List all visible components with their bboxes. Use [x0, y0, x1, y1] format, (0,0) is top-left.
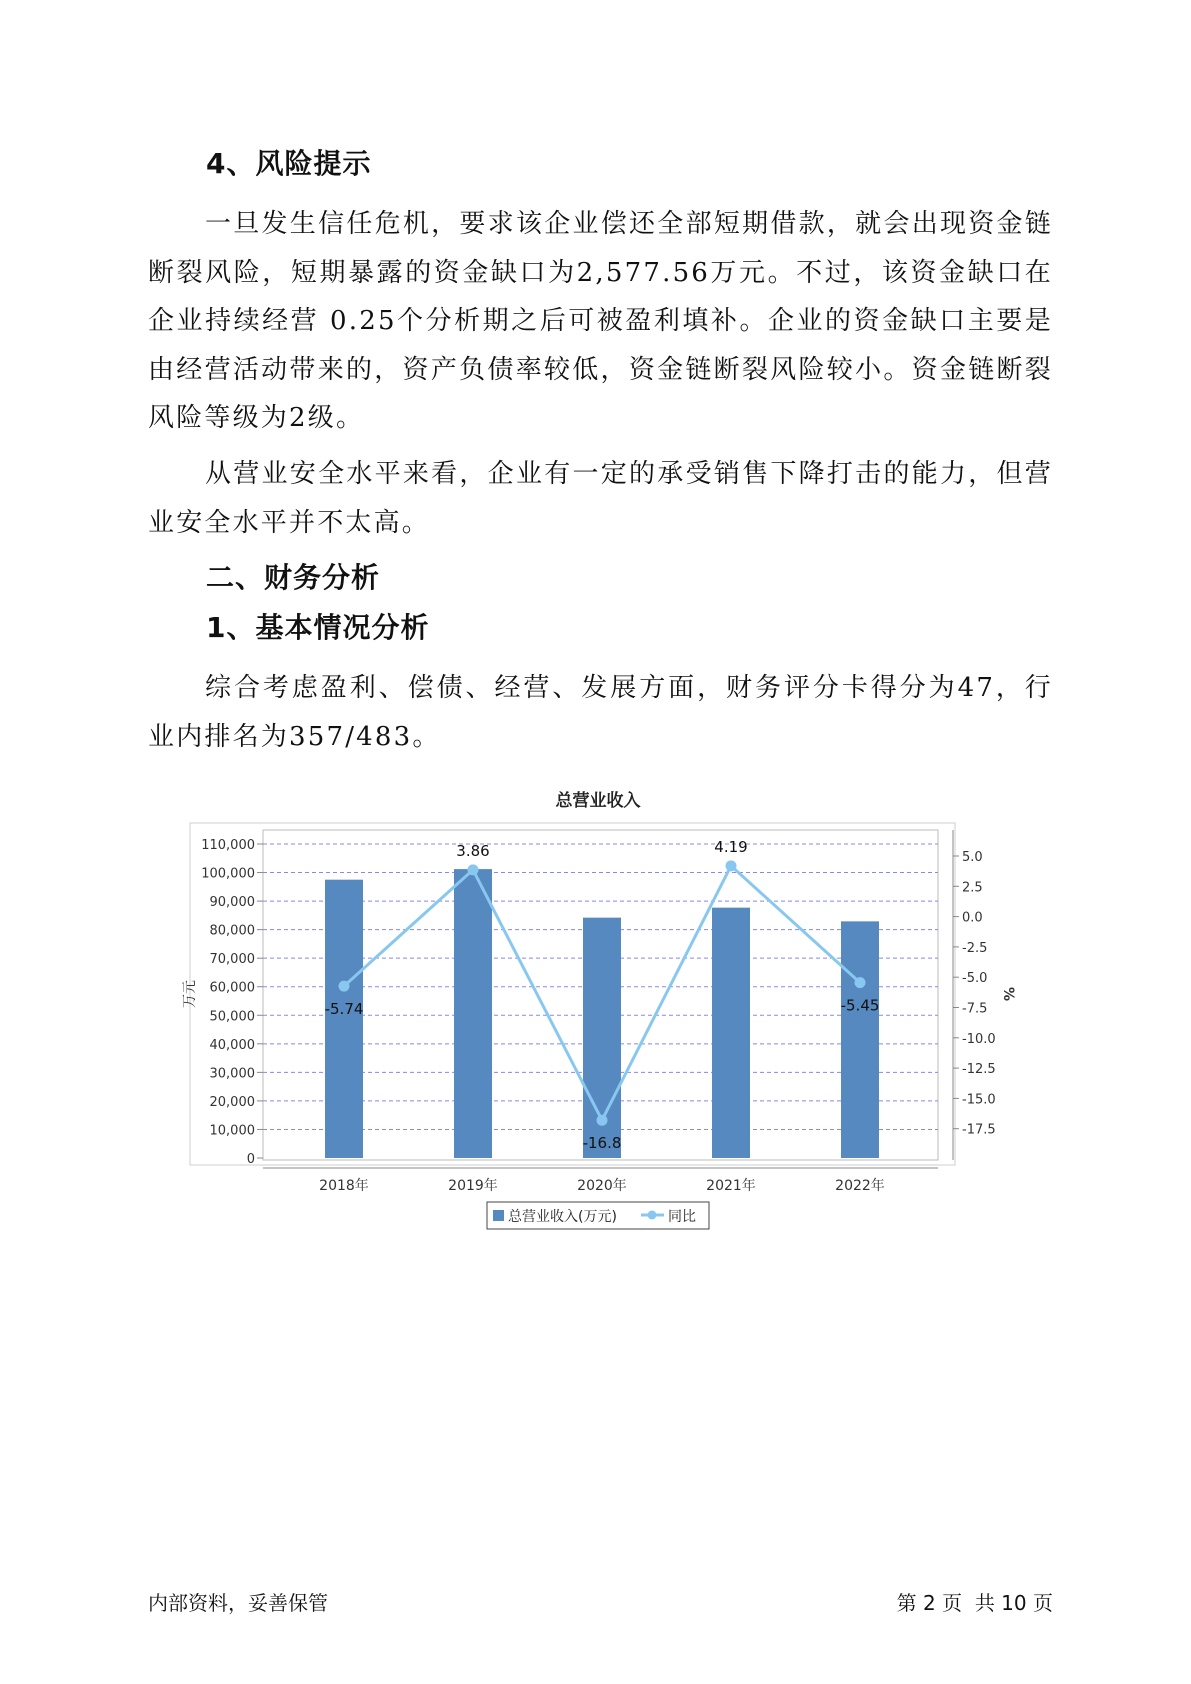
legend-bar-swatch	[493, 1210, 504, 1221]
y-axis-title: 万元	[182, 980, 198, 1008]
y-tick-label: 60,000	[209, 980, 255, 996]
yoy-point	[468, 864, 479, 875]
x-tick-label: 2018年	[319, 1178, 369, 1194]
y-tick-label: 10,000	[209, 1123, 255, 1139]
y2-tick-label: -5.0	[962, 971, 988, 987]
yoy-point	[597, 1115, 608, 1126]
y2-tick-label: -2.5	[962, 940, 988, 956]
y-tick-label: 90,000	[209, 895, 255, 911]
revenue-bar	[841, 921, 879, 1158]
yoy-data-label: 3.86	[456, 841, 490, 860]
section-heading-finance: 二、财务分析	[206, 561, 381, 594]
x-tick-label: 2022年	[835, 1178, 885, 1194]
section-heading-basic: 1、基本情况分析	[206, 611, 430, 644]
revenue-bar	[325, 880, 363, 1158]
yoy-data-label: -5.74	[324, 1000, 364, 1019]
y2-tick-label: 2.5	[962, 880, 983, 896]
legend-line-label: 同比	[668, 1209, 696, 1225]
risk-paragraph-2: 从营业安全水平来看，企业有一定的承受销售下降打击的能力，但营业安全水平并不太高。	[148, 459, 1053, 538]
y-tick-label: 40,000	[209, 1037, 255, 1053]
revenue-bar	[454, 869, 492, 1158]
chart-outer-frame	[190, 823, 955, 1165]
y2-tick-label: -12.5	[962, 1062, 996, 1078]
y-tick-label: 50,000	[209, 1009, 255, 1025]
y2-tick-label: -17.5	[962, 1122, 996, 1138]
y-tick-label: 70,000	[209, 952, 255, 968]
footer-page-number: 第 2 页 共 10 页	[896, 1591, 1053, 1615]
yoy-point	[339, 981, 350, 992]
y2-tick-label: -10.0	[962, 1031, 996, 1047]
y-tick-label: 30,000	[209, 1066, 255, 1082]
y2-tick-label: 0.0	[962, 910, 983, 926]
footer-confidential: 内部资料，妥善保管	[148, 1591, 328, 1615]
y-tick-label: 20,000	[209, 1094, 255, 1110]
yoy-data-label: 4.19	[714, 837, 748, 856]
y2-tick-label: 5.0	[962, 850, 983, 865]
x-tick-label: 2021年	[706, 1178, 756, 1194]
y2-tick-label: -7.5	[962, 1001, 988, 1017]
yoy-data-label: -16.8	[582, 1134, 622, 1153]
chart-title: 总营业收入	[555, 791, 641, 811]
legend-line-marker	[648, 1211, 657, 1220]
y2-tick-label: -15.0	[962, 1092, 996, 1108]
legend-bar-label: 总营业收入(万元)	[508, 1209, 617, 1225]
y2-axis-title: %	[1000, 986, 1016, 1002]
section-heading-risk: 4、风险提示	[206, 147, 372, 180]
y-tick-label: 80,000	[209, 923, 255, 939]
risk-paragraph-1: 一旦发生信任危机，要求该企业偿还全部短期借款，就会出现资金链断裂风险，短期暴露的资金缺口为2,577.56万元。不过，该资金缺口在企业持续经营 0.25个分析期之后可被盈利填补。企业的资金缺口主要是由经营活动带来的，资产负债率较低，资金链断裂风险较小。资金链断裂风险等级为2级。	[148, 209, 1053, 433]
yoy-point	[726, 860, 737, 871]
y-tick-label: 110,000	[201, 838, 255, 853]
y-tick-label: 100,000	[201, 866, 255, 882]
revenue-bar	[712, 908, 750, 1158]
x-tick-label: 2019年	[448, 1178, 498, 1194]
basic-paragraph: 综合考虑盈利、偿债、经营、发展方面，财务评分卡得分为47，行业内排名为357/483。	[148, 673, 1053, 752]
yoy-point	[855, 977, 866, 988]
y-tick-label: 0	[246, 1152, 255, 1167]
x-tick-label: 2020年	[577, 1178, 627, 1194]
yoy-data-label: -5.45	[840, 996, 880, 1015]
